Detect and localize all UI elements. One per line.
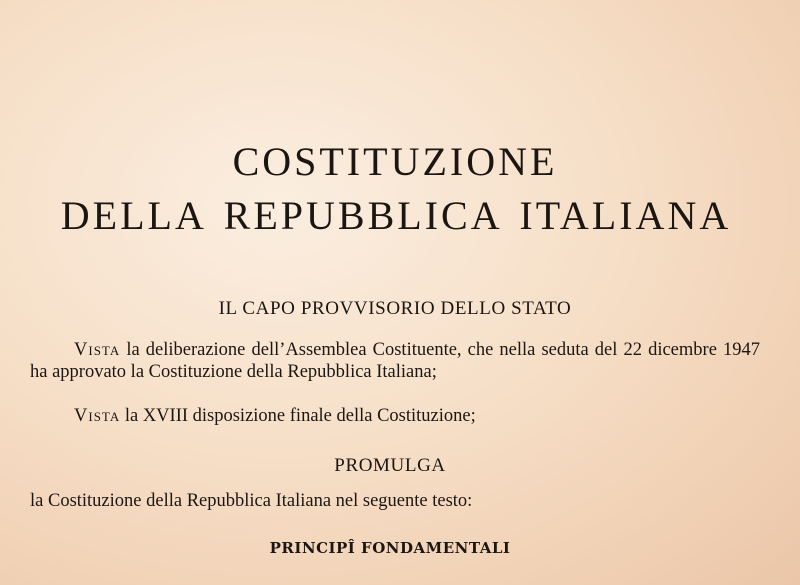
vista-paragraph-1 (30, 340, 760, 383)
capo-provvisorio-heading: IL CAPO PROVVISORIO DELLO STATO (218, 298, 572, 319)
vista-lead-2: Vista (74, 406, 121, 426)
promulgation-text: la Costituzione della Repubblica Italiana nel seguente testo: (30, 491, 473, 511)
title-line-2: DELLA REPUBBLICA ITALIANA (60, 193, 732, 238)
principi-fondamentali-heading: PRINCIPÎ FONDAMENTALI (269, 539, 511, 557)
vista-text-2: la XVIII disposizione finale della Costituzione; (124, 406, 476, 426)
promulga-heading: PROMULGA (334, 455, 446, 476)
vista-text-1: la deliberazione dell’Assemblea Costituente, che nella seduta del 22 dicembre 1947 ha approvato la Costituzione della Repubblica Italiana; (30, 340, 760, 382)
vista-paragraph-2 (30, 406, 760, 428)
vista-lead-1: Vista (74, 340, 121, 360)
title-line-1: COSTITUZIONE (232, 139, 558, 184)
